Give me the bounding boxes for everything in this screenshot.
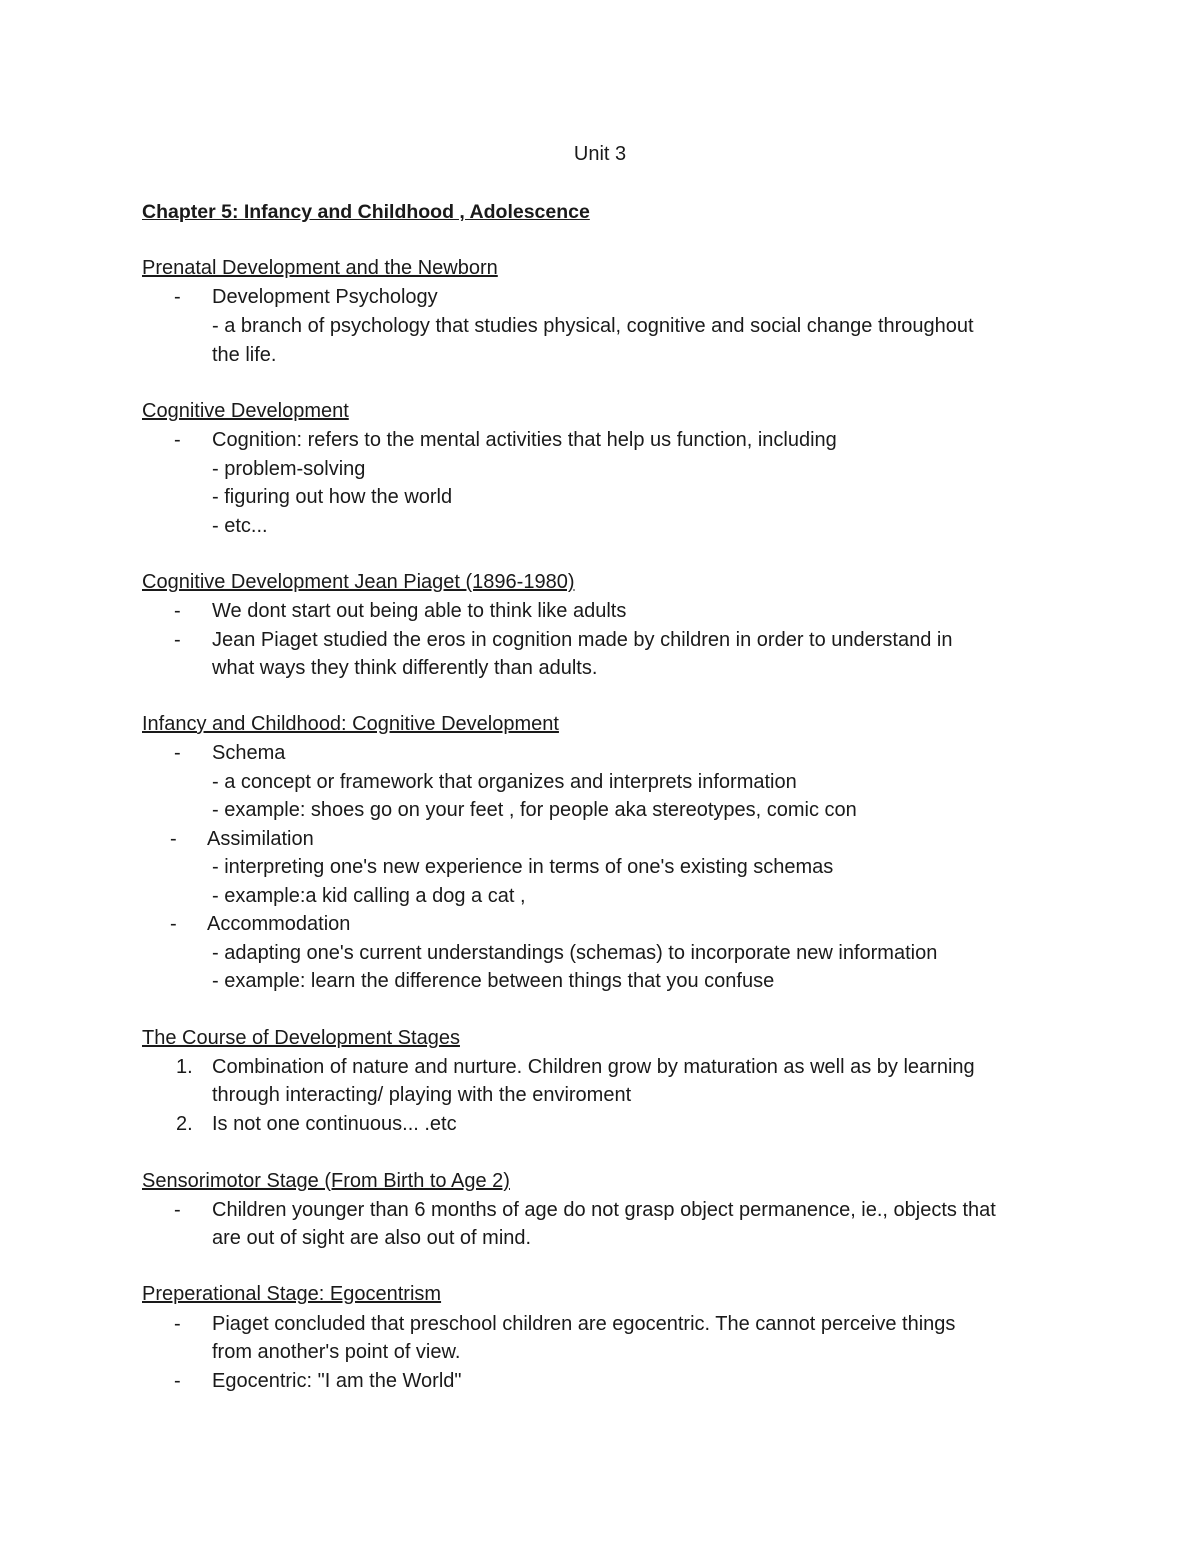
list-item: from another's point of view. bbox=[212, 1341, 461, 1363]
bullet-marker: - bbox=[174, 600, 181, 622]
section-heading: Cognitive Development Jean Piaget (1896-1980) bbox=[142, 571, 575, 593]
list-item: Assimilation bbox=[207, 828, 314, 850]
list-item: - problem-solving bbox=[212, 458, 366, 480]
list-item: through interacting/ playing with the enviroment bbox=[212, 1084, 632, 1106]
bullet-marker: - bbox=[174, 629, 181, 651]
bullet-marker: - bbox=[170, 913, 177, 935]
section-heading: The Course of Development Stages bbox=[142, 1027, 460, 1049]
bullet-marker: - bbox=[174, 286, 181, 308]
chapter-heading: Chapter 5: Infancy and Childhood , Adolescence bbox=[142, 201, 590, 223]
list-item: are out of sight are also out of mind. bbox=[212, 1227, 532, 1249]
list-item: Combination of nature and nurture. Children grow by maturation as well as by learning bbox=[212, 1056, 975, 1078]
section-heading: Sensorimotor Stage (From Birth to Age 2) bbox=[142, 1170, 510, 1192]
section-heading: Prenatal Development and the Newborn bbox=[142, 257, 498, 279]
list-item: what ways they think differently than adults. bbox=[212, 657, 598, 679]
bullet-marker: - bbox=[174, 1199, 181, 1221]
list-item: Cognition: refers to the mental activities that help us function, including bbox=[212, 429, 837, 451]
list-item: Is not one continuous... .etc bbox=[212, 1113, 457, 1135]
bullet-marker: - bbox=[174, 1313, 181, 1335]
list-item: Children younger than 6 months of age do not grasp object permanence, ie., objects that bbox=[212, 1199, 996, 1221]
list-item: the life. bbox=[212, 344, 277, 366]
section-heading: Preperational Stage: Egocentrism bbox=[142, 1283, 442, 1305]
list-item: Piaget concluded that preschool children are egocentric. The cannot perceive things bbox=[212, 1313, 956, 1335]
bullet-marker: - bbox=[174, 429, 181, 451]
list-item: - interpreting one's new experience in terms of one's existing schemas bbox=[212, 856, 834, 878]
bullet-marker: - bbox=[170, 828, 177, 850]
list-number: 1. bbox=[176, 1056, 193, 1078]
bullet-marker: - bbox=[174, 1370, 181, 1392]
page-title: Unit 3 bbox=[573, 143, 627, 165]
list-item: - etc... bbox=[212, 515, 268, 537]
list-item: We dont start out being able to think like adults bbox=[212, 600, 627, 622]
list-item: - example:a kid calling a dog a cat , bbox=[212, 885, 526, 907]
list-item: - example: learn the difference between things that you confuse bbox=[212, 970, 775, 992]
section-heading: Cognitive Development bbox=[142, 400, 349, 422]
list-item: Development Psychology bbox=[212, 286, 438, 308]
list-item: - a concept or framework that organizes and interprets information bbox=[212, 771, 797, 793]
list-item: - figuring out how the world bbox=[212, 486, 453, 508]
list-item: - example: shoes go on your feet , for people aka stereotypes, comic con bbox=[212, 799, 857, 821]
list-item: - adapting one's current understandings (schemas) to incorporate new information bbox=[212, 942, 938, 964]
list-item: Accommodation bbox=[207, 913, 351, 935]
list-item: Jean Piaget studied the eros in cognition made by children in order to understand in bbox=[212, 629, 953, 651]
section-heading: Infancy and Childhood: Cognitive Development bbox=[142, 713, 559, 735]
list-number: 2. bbox=[176, 1113, 193, 1135]
list-item: Schema bbox=[212, 742, 286, 764]
bullet-marker: - bbox=[174, 742, 181, 764]
list-item: - a branch of psychology that studies physical, cognitive and social change throughout bbox=[212, 315, 974, 337]
list-item: Egocentric: "I am the World" bbox=[212, 1370, 462, 1392]
